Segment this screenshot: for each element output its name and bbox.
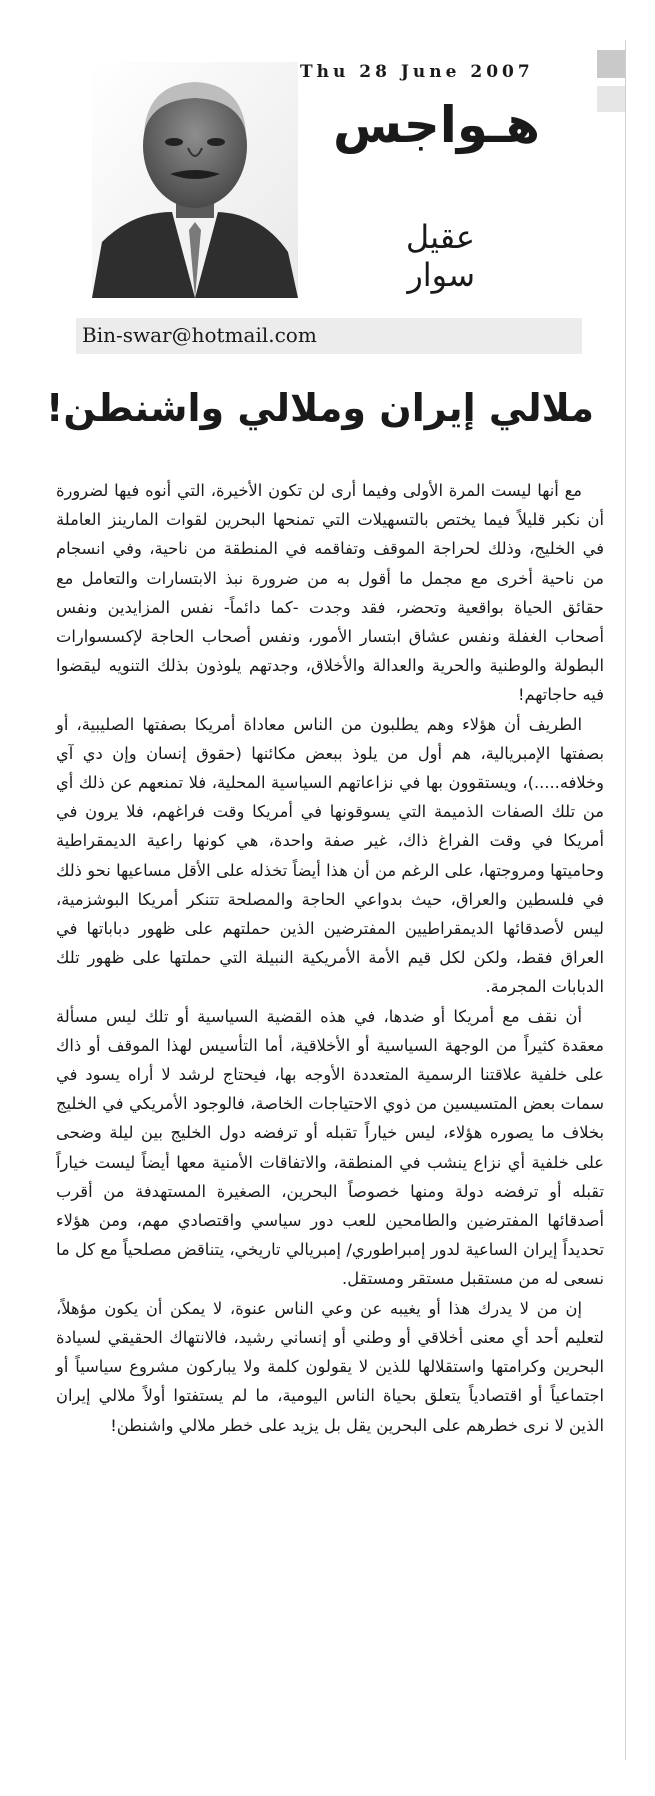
article-paragraph: إن من لا يدرك هذا أو يغيبه عن وعي الناس عنوة، لا يمكن أن يكون مؤهلاً، لتعليم أحد أي معنى أخلاقي أو وطني أو إنساني رشيد، فالانتهاك الحقيقي لسيادة البحرين وكرامتها واستقلالها للذين لا يقولون كلمة ولا يباركون مشروع سياسياً أو اجتماعياً أو اقتصادياً يتعلق بحياة الناس اليومية، ما لم يستفتوا أولاً ملالي إيران الذين لا نرى خطرهم على البحرين يقل بل يزيد على خطر ملالي واشنطن! bbox=[56, 1298, 604, 1435]
page-tab-marker bbox=[597, 50, 625, 78]
page-tab-marker-secondary bbox=[597, 86, 625, 112]
author-email-text: Bin-swar@hotmail.com bbox=[82, 323, 317, 347]
author-email bbox=[76, 318, 582, 354]
author-name: عقيل سوار bbox=[405, 218, 475, 294]
column-divider-line bbox=[625, 40, 626, 1760]
article-paragraph: الطريف أن هؤلاء وهم يطلبون من الناس معاداة أمريكا بصفتها الصليبية، أو بصفتها الإمبريالية، هم أول من يلوذ ببعض مكائنها (حقوق إنسان وإن دي آي وخلافه.....)، ويستقوون بها في نزاعاتهم السياسية المحلية، فلا تمنعهم عن ذلك أي من تلك الصفات الذميمة التي يسوقونها في أمريكا وقت فراغهم، فلا يرون في أمريكا في وقت الفراغ ذاك، غير صفة واحدة، هي كونها راعية الديمقراطية وحاميتها ومروجتها، على الرغم من أن هذا أيضاً تخذله على الأقل مساعيها نحو ذلك في فلسطين والعراق، حيث بدواعي الحاجة والمصلحة تتنكر أمريكا البوشزمية، ليس لأصدقائها الديمقراطيين المفترضين الذين حملتهم على ظهور دباباتها في العراق فقط، ولكن لكل قيم الأمة الأمريكية النبيلة التي حملتها على ظهور تلك الدبابات المجرمة. bbox=[56, 714, 604, 997]
article-headline: ملالي إيران وملالي واشنطن! bbox=[46, 386, 594, 430]
column-title: هـواجس bbox=[333, 96, 540, 154]
publication-date: Thu 28 June 2007 bbox=[300, 62, 534, 82]
author-portrait bbox=[92, 62, 298, 298]
article-body bbox=[56, 476, 604, 1440]
article-paragraph: مع أنها ليست المرة الأولى وفيما أرى لن تكون الأخيرة، التي أنوه فيها لضرورة أن نكبر قليلاً فيما يختص بالتسهيلات التي تمنحها البحرين لقوات المارينز العاملة في الخليج، وذلك لحراجة الموقف وتفاقمه في المنطقة من ناحية، وفي انسجام من ناحية أخرى مع مجمل ما أقول به من ضرورة نبذ الابتسارات والتعامل مع حقائق الحياة بواقعية وتحضر، فقد وجدت -كما دائماً- نفس المزايدين ونفس أصحاب الغفلة ونفس عشاق ابتسار الأمور، ونفس أصحاب الحاجة لإكسسوارات البطولة والوطنية والحرية والعدالة والأخلاق، وجدتهم يلوذون بذلك التنويه ليقضوا فيه حاجاتهم! bbox=[56, 481, 604, 705]
article-paragraph: أن نقف مع أمريكا أو ضدها، في هذه القضية السياسية أو تلك ليس مسألة معقدة كثيراً من الوجهة السياسية أو الأخلاقية، أما التأسيس لهذا الموقف أو ذاك على خلفية علاقتنا الرسمية المتعددة الأوجه بها، فيحتاج لرشد لا أراه يسود في سمات بعض المتسيسين من ذوي الاحتياجات الخاصة، فالوجود الأمريكي في الخليج بخلاف ما يصوره هؤلاء، ليس خياراً تقبله أو ترفضه دول الخليج بين ليلة وضحى على خلفية أي نزاع ينشب في المنطقة، والاتفاقات الأمنية معها أيضاً ليست خياراً تقبله أو ترفضه دولة ومنها خصوصاً البحرين، الصغيرة المستهدفة من أقرب أصدقائها المفترضين والطامحين للعب دور سياسي واقتصادي مهم، ومن هؤلاء تحديداً إيران الساعية لدور إمبراطوري/ إمبريالي تاريخي، يتناقض مصلحياً مع كل ما نسعى له من مستقبل مستقر ومستقل. bbox=[56, 1006, 604, 1289]
